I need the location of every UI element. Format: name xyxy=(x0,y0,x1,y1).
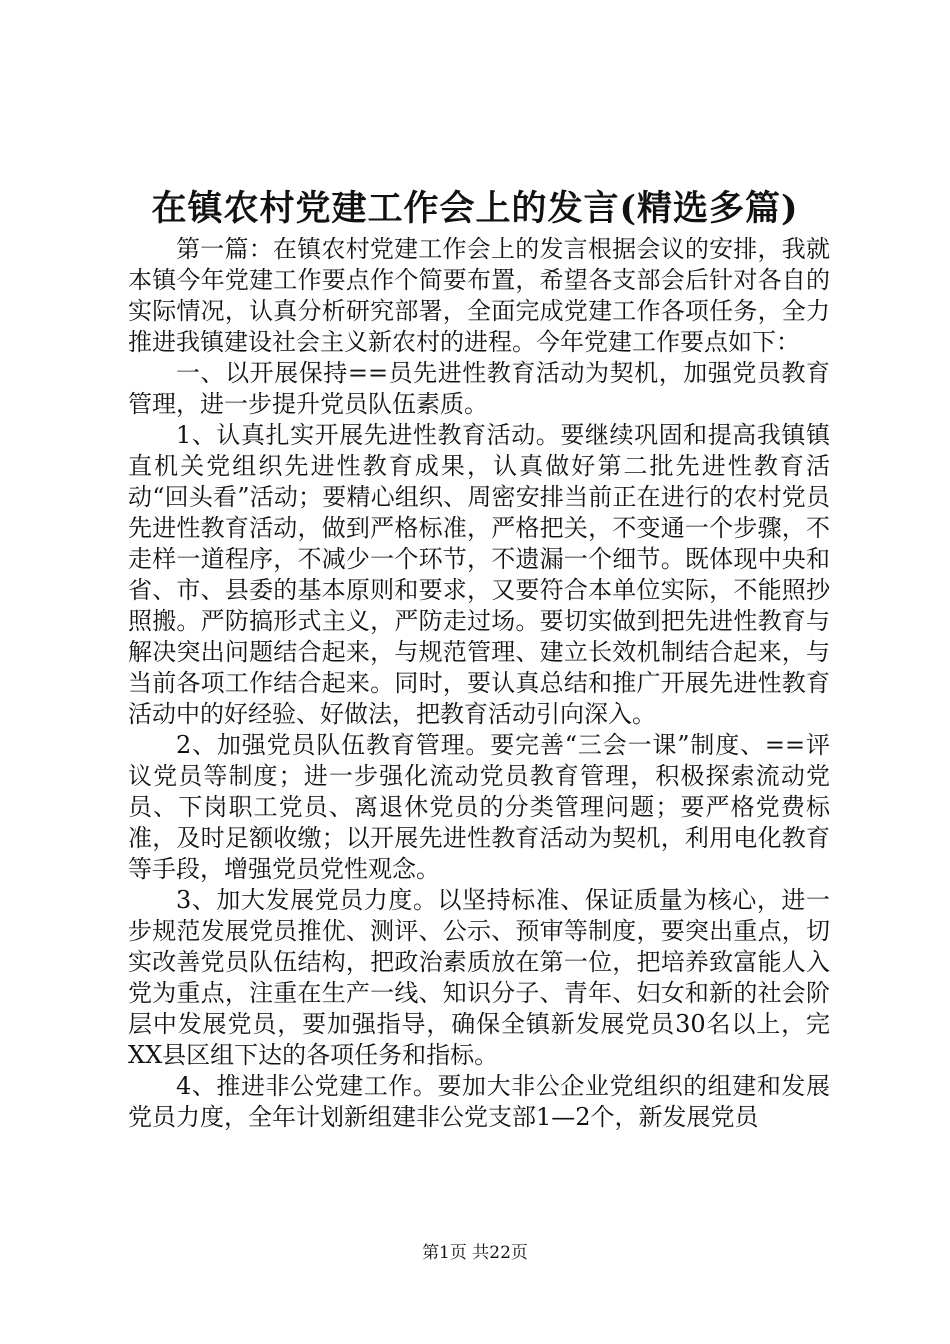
paragraph-item-4: 4、推进非公党建工作。要加大非公企业党组织的组建和发展党员力度，全年计划新组建非公党支部1—2个，新发展党员 xyxy=(128,1072,830,1131)
paragraph-item-1: 1、认真扎实开展先进性教育活动。要继续巩固和提高我镇镇直机关党组织先进性教育成果，认真做好第二批先进性教育活动“回头看”活动；要精心组织、周密安排当前正在进行的农村党员先进性教育活动，做到严格标准，严格把关，不变通一个步骤，不走样一道程序，不减少一个环节，不遗漏一个细节。既体现中央和省、市、县委的基本原则和要求，又要符合本单位实际，不能照抄照搬。严防搞形式主义，严防走过场。要切实做到把先进性教育与解决突出问题结合起来，与规范管理、建立长效机制结合起来，与当前各项工作结合起来。同时，要认真总结和推广开展先进性教育活动中的好经验、好做法，把教育活动引向深入。 xyxy=(128,421,830,728)
page-number-footer: 第1页 共22页 xyxy=(422,1243,528,1263)
document-body xyxy=(128,234,830,1133)
paragraph-item-3: 3、加大发展党员力度。以坚持标准、保证质量为核心，进一步规范发展党员推优、测评、公示、预审等制度，要突出重点，切实改善党员队伍结构，把政治素质放在第一位，把培养致富能人入党为重点，注重在生产一线、知识分子、青年、妇女和新的社会阶层中发展党员，要加强指导，确保全镇新发展党员30名以上，完XX县区组下达的各项任务和指标。 xyxy=(128,886,830,1069)
paragraph-item-2: 2、加强党员队伍教育管理。要完善“三会一课”制度、==评议党员等制度；进一步强化流动党员教育管理，积极探索流动党员、下岗职工党员、离退休党员的分类管理问题；要严格党费标准，及时足额收缴；以开展先进性教育活动为契机，利用电化教育等手段，增强党员党性观念。 xyxy=(128,731,830,883)
paragraph-section-one: 一、以开展保持==员先进性教育活动为契机，加强党员教育管理，进一步提升党员队伍素质。 xyxy=(128,359,830,418)
document-title: 在镇农村党建工作会上的发言(精选多篇) xyxy=(151,188,799,229)
paragraph-intro: 第一篇：在镇农村党建工作会上的发言根据会议的安排，我就本镇今年党建工作要点作个简要布置，希望各支部会后针对各自的实际情况，认真分析研究部署，全面完成党建工作各项任务，全力推进我镇建设社会主义新农村的进程。今年党建工作要点如下： xyxy=(128,235,830,356)
